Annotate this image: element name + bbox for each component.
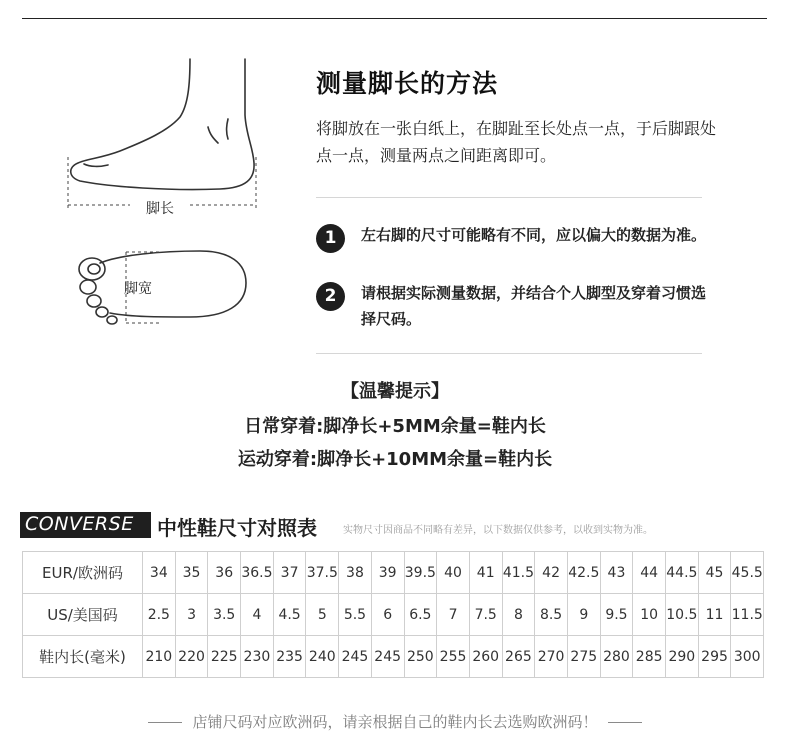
size-chart-note: 实物尺寸因商品不同略有差异，以下数据仅供参考，以收到实物为准。 (343, 525, 653, 536)
table-cell: 260 (469, 636, 502, 678)
table-cell: 9.5 (600, 594, 633, 636)
measure-instructions: 将脚放在一张白纸上，在脚趾至长处点一点，于后脚跟处点一点，测量两点之间距离即可。 (316, 119, 717, 165)
size-table (22, 551, 764, 678)
row-header: US/美国码 (23, 594, 143, 636)
table-cell: 235 (273, 636, 306, 678)
table-cell: 300 (731, 636, 764, 678)
note-number-badge: 2 (316, 282, 345, 311)
foot-length-label: 脚长 (146, 201, 174, 217)
table-cell: 37 (273, 552, 306, 594)
table-cell: 225 (208, 636, 241, 678)
table-cell: 39 (371, 552, 404, 594)
top-foot-outline (100, 251, 246, 317)
table-cell: 290 (666, 636, 699, 678)
table-cell: 41.5 (502, 552, 535, 594)
table-cell: 245 (339, 636, 372, 678)
measure-title: 测量脚长的方法 (316, 69, 499, 98)
table-cell: 245 (371, 636, 404, 678)
table-cell: 255 (437, 636, 470, 678)
table-cell: 220 (175, 636, 208, 678)
row-header: EUR/欧洲码 (23, 552, 143, 594)
footer-dash-left (148, 722, 182, 723)
table-cell: 6 (371, 594, 404, 636)
footer-dash-right (608, 722, 642, 723)
table-cell: 240 (306, 636, 339, 678)
tips-daily: 日常穿着:脚净长+5MM余量=鞋内长 (244, 416, 546, 437)
table-cell: 7.5 (469, 594, 502, 636)
table-cell: 280 (600, 636, 633, 678)
table-cell: 8.5 (535, 594, 568, 636)
table-cell: 40 (437, 552, 470, 594)
table-cell: 7 (437, 594, 470, 636)
top-divider (22, 18, 767, 19)
table-cell: 4.5 (273, 594, 306, 636)
table-cell: 230 (241, 636, 274, 678)
section-divider (316, 197, 702, 198)
table-cell: 5.5 (339, 594, 372, 636)
table-cell: 270 (535, 636, 568, 678)
table-cell: 5 (306, 594, 339, 636)
table-cell: 4 (241, 594, 274, 636)
brand-name: CONVERSE (25, 513, 134, 535)
table-cell: 42.5 (567, 552, 600, 594)
table-cell: 41 (469, 552, 502, 594)
foot-measurement-illustration (50, 55, 260, 335)
table-cell: 42 (535, 552, 568, 594)
note-text: 请根据实际测量数据，并结合个人脚型及穿着习惯选择尺码。 (361, 284, 707, 328)
table-cell: 11 (698, 594, 731, 636)
foot-width-label: 脚宽 (124, 281, 152, 297)
table-cell: 38 (339, 552, 372, 594)
note-text: 左右脚的尺寸可能略有不同，应以偏大的数据为准。 (361, 226, 707, 244)
table-cell: 37.5 (306, 552, 339, 594)
table-cell: 6.5 (404, 594, 437, 636)
table-cell: 3.5 (208, 594, 241, 636)
table-cell: 39.5 (404, 552, 437, 594)
table-cell: 9 (567, 594, 600, 636)
table-cell: 265 (502, 636, 535, 678)
footer-text: 店铺尺码对应欧洲码，请亲根据自己的鞋内长去选购欧洲码！ (192, 713, 598, 731)
table-cell: 11.5 (731, 594, 764, 636)
tips-title: 【温馨提示】 (341, 381, 449, 402)
size-chart-title: 中性鞋尺寸对照表 (157, 516, 317, 540)
tips-sport: 运动穿着:脚净长+10MM余量=鞋内长 (237, 449, 553, 470)
table-cell: 250 (404, 636, 437, 678)
table-row (23, 552, 764, 594)
table-cell: 10.5 (666, 594, 699, 636)
size-chart-header (20, 512, 770, 538)
table-row (23, 636, 764, 678)
table-cell: 36.5 (241, 552, 274, 594)
table-cell: 44.5 (666, 552, 699, 594)
table-cell: 2.5 (143, 594, 176, 636)
table-cell: 45.5 (731, 552, 764, 594)
footer-note (0, 711, 790, 732)
note-number-badge: 1 (316, 224, 345, 253)
table-cell: 285 (633, 636, 666, 678)
table-cell: 45 (698, 552, 731, 594)
table-cell: 34 (143, 552, 176, 594)
row-header: 鞋内长(毫米) (23, 636, 143, 678)
table-cell: 36 (208, 552, 241, 594)
section-divider (316, 353, 702, 354)
table-cell: 3 (175, 594, 208, 636)
table-cell: 10 (633, 594, 666, 636)
brand-badge (20, 512, 151, 538)
table-row (23, 594, 764, 636)
table-cell: 275 (567, 636, 600, 678)
table-cell: 44 (633, 552, 666, 594)
table-cell: 35 (175, 552, 208, 594)
table-cell: 43 (600, 552, 633, 594)
table-cell: 295 (698, 636, 731, 678)
table-cell: 210 (143, 636, 176, 678)
table-cell: 8 (502, 594, 535, 636)
